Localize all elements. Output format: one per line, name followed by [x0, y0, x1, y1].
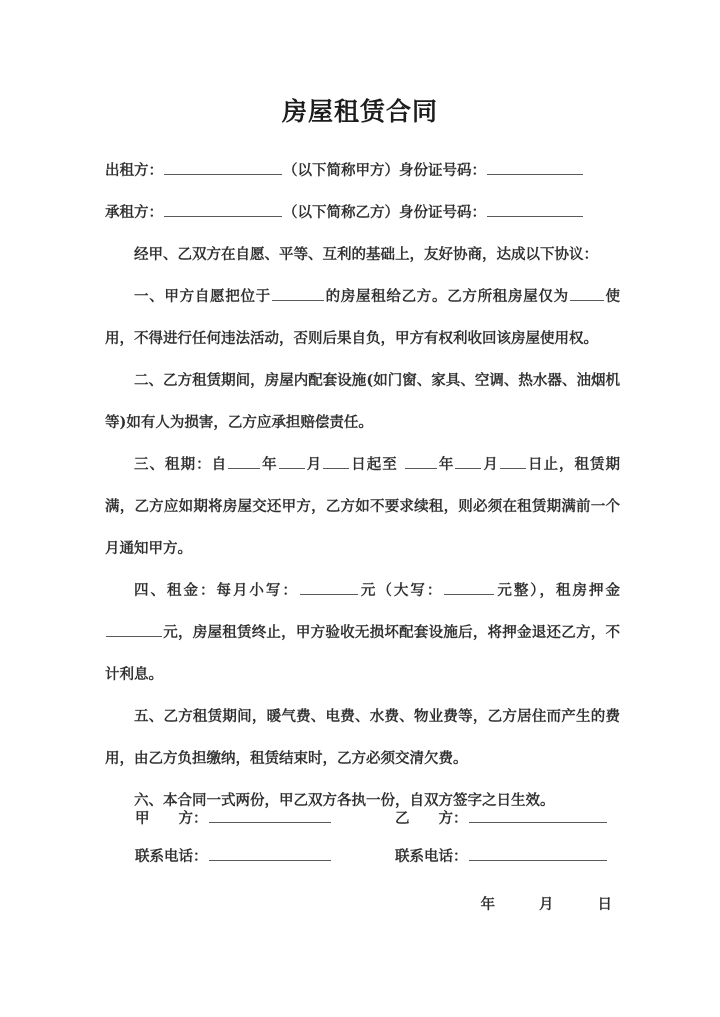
clause-3-text-e: 年 [437, 456, 455, 473]
clause-4 [105, 570, 620, 696]
clause-3-text-c: 月 [305, 456, 323, 473]
signature-party-b [375, 800, 620, 838]
party-b-label: 乙 方： [395, 810, 468, 827]
party-a-phone-label: 联系电话： [135, 848, 208, 865]
party-b-phone-blank[interactable] [469, 846, 607, 861]
clause-3-start-month-blank[interactable] [279, 454, 305, 469]
date-year-label: 年 [480, 896, 495, 913]
clause-5 [105, 696, 620, 780]
clause-4-rent-numeric-blank[interactable] [300, 580, 358, 595]
clause-1-text-b: 的房屋租给乙方。乙方所租房屋仅为 [324, 288, 569, 305]
lessor-id-label: 身份证号码： [399, 162, 486, 179]
clause-3-end-day-blank[interactable] [500, 454, 526, 469]
clause-1 [105, 276, 620, 360]
clause-4-text-b: 元（大写： [358, 582, 444, 599]
lessee-name-blank[interactable] [164, 202, 282, 217]
clause-3-text-f: 月 [482, 456, 499, 473]
clause-4-text-d: 元，房屋租赁终止，甲方验收无损坏配套设施后，将押金退还乙方，不计利息。 [105, 624, 620, 683]
clause-4-text-c: 元整），租房押金 [495, 582, 621, 599]
party-line-lessee [105, 192, 620, 234]
clause-3-start-day-blank[interactable] [323, 454, 349, 469]
signature-row-phones [105, 838, 620, 876]
lessor-role-label: 出租方： [105, 162, 163, 179]
signature-date-row [105, 876, 620, 924]
party-b-phone-label: 联系电话： [395, 848, 468, 865]
lessee-id-label: 身份证号码： [399, 204, 486, 221]
phone-party-b [375, 838, 620, 876]
signature-party-a [105, 800, 375, 838]
clause-6-number: 六、 [134, 792, 163, 809]
clause-3-text-b: 年 [261, 456, 278, 473]
signature-row-parties [105, 800, 620, 838]
date-day-label: 日 [597, 896, 612, 913]
lessor-name-blank[interactable] [164, 160, 282, 175]
party-a-phone-blank[interactable] [209, 846, 331, 861]
clause-3 [105, 444, 620, 570]
clause-5-text: 乙方租赁期间，暖气费、电费、水费、物业费等，乙方居住而产生的费用，由乙方负担缴纳，租赁结束时，乙方必须交清欠费。 [105, 708, 620, 767]
lessee-role-label: 承租方： [105, 204, 163, 221]
clause-2-text: 乙方租赁期间，房屋内配套设施(如门窗、家具、空调、热水器、油烟机等)如有人为损害，乙方应承担赔偿责任。 [105, 372, 621, 431]
clause-3-end-year-blank[interactable] [405, 454, 437, 469]
clause-3-text-a: 租期：自 [165, 456, 228, 473]
clause-1-text-a: 甲方自愿把位于 [164, 288, 271, 305]
party-a-signature-blank[interactable] [209, 808, 331, 823]
clause-4-rent-words-blank[interactable] [444, 580, 494, 595]
clause-3-start-year-blank[interactable] [228, 454, 260, 469]
phone-party-a [105, 838, 375, 876]
lessee-id-blank[interactable] [487, 202, 583, 217]
clause-3-end-month-blank[interactable] [455, 454, 481, 469]
date-gap-2 [554, 886, 598, 924]
lessor-alias-text: （以下简称甲方） [283, 162, 399, 179]
party-b-signature-blank[interactable] [469, 808, 607, 823]
preamble-paragraph: 经甲、乙双方在自愿、平等、互利的基础上，友好协商，达成以下协议： [134, 246, 598, 263]
clause-1-text-c: 使用，不得进行任何违法活动，否则后果自负，甲方有权利收回该房屋使用权。 [105, 288, 621, 347]
date-month-label: 月 [539, 896, 554, 913]
lessee-alias-text: （以下简称乙方） [283, 204, 399, 221]
lessor-id-blank[interactable] [487, 160, 583, 175]
clause-5-number: 五、 [134, 708, 164, 725]
clause-1-usage-blank[interactable] [570, 286, 604, 301]
clause-3-number: 三、 [134, 456, 166, 473]
page-title: 房屋租赁合同 [281, 97, 438, 126]
party-a-label: 甲 方： [135, 810, 208, 827]
party-line-lessor [105, 150, 620, 192]
clause-6-text: 本合同一式两份，甲乙双方各执一份，自双方签字之日生效。 [163, 792, 555, 809]
clause-1-number: 一、 [134, 288, 165, 305]
clause-2 [105, 360, 620, 444]
clause-4-number: 四、 [134, 582, 167, 599]
clause-1-address-blank[interactable] [272, 286, 324, 301]
clause-4-deposit-blank[interactable] [106, 622, 162, 637]
date-gap-1 [495, 886, 539, 924]
clause-2-number: 二、 [134, 372, 164, 389]
clause-3-text-g: 日止，租赁期满，乙方应如期将房屋交还甲方，乙方如不要求续租，则必须在租赁期满前一个月通知甲方。 [105, 456, 621, 557]
clause-4-text-a: 租金：每月小写： [166, 582, 299, 599]
document-body [105, 150, 620, 822]
clause-3-text-d: 日起至 [350, 456, 404, 473]
signature-block [105, 800, 620, 924]
